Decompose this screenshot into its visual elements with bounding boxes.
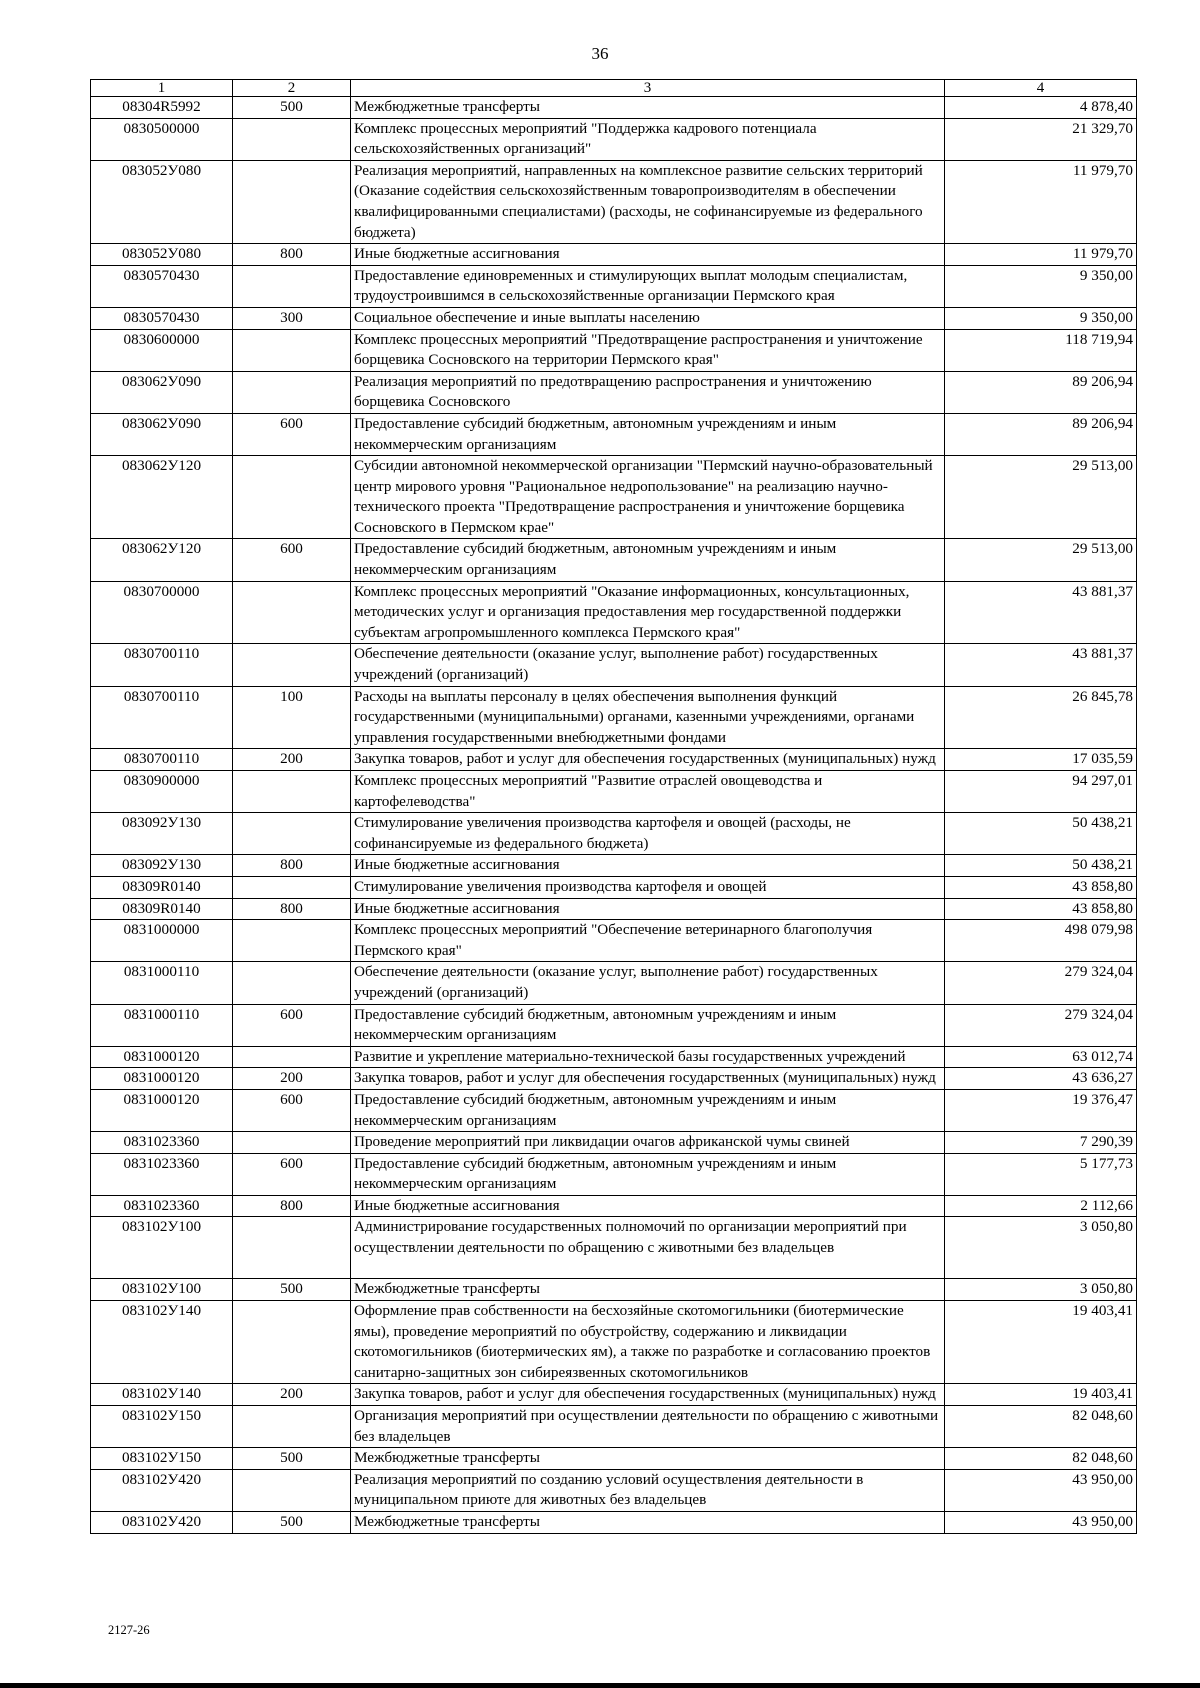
row-name-cell: Межбюджетные трансферты xyxy=(351,97,945,119)
page-number: 36 xyxy=(591,44,609,63)
table-row xyxy=(91,1301,1137,1384)
table-row xyxy=(91,265,1137,307)
row-code-cell: 0831000110 xyxy=(91,962,233,1004)
table-row xyxy=(91,1132,1137,1154)
row-code-cell: 083092У130 xyxy=(91,855,233,877)
table-row xyxy=(91,1279,1137,1301)
table-row xyxy=(91,1384,1137,1406)
row-amount-cell: 29 513,00 xyxy=(945,456,1137,539)
table-row xyxy=(91,539,1137,581)
table-row xyxy=(91,855,1137,877)
table-row xyxy=(91,813,1137,855)
row-code-cell: 0830570430 xyxy=(91,265,233,307)
table-row xyxy=(91,118,1137,160)
row-name-cell: Проведение мероприятий при ликвидации очагов африканской чумы свиней xyxy=(351,1132,945,1154)
row-name-cell: Обеспечение деятельности (оказание услуг, выполнение работ) государственных учреждений (организаций) xyxy=(351,962,945,1004)
row-type-cell xyxy=(233,265,351,307)
row-name-cell: Закупка товаров, работ и услуг для обеспечения государственных (муниципальных) нужд xyxy=(351,1068,945,1090)
row-name-cell: Иные бюджетные ассигнования xyxy=(351,855,945,877)
row-name-cell: Предоставление субсидий бюджетным, автономным учреждениям и иным некоммерческим организациям xyxy=(351,1153,945,1195)
row-code-cell: 0831023360 xyxy=(91,1153,233,1195)
row-type-cell xyxy=(233,456,351,539)
row-type-cell: 600 xyxy=(233,1089,351,1131)
row-type-cell: 500 xyxy=(233,1279,351,1301)
row-type-cell xyxy=(233,962,351,1004)
row-code-cell: 083102У420 xyxy=(91,1512,233,1534)
table-row xyxy=(91,413,1137,455)
row-amount-cell: 89 206,94 xyxy=(945,413,1137,455)
row-code-cell: 0831000120 xyxy=(91,1046,233,1068)
row-code-cell: 083062У090 xyxy=(91,371,233,413)
row-type-cell: 500 xyxy=(233,1448,351,1470)
row-code-cell: 083102У150 xyxy=(91,1448,233,1470)
row-name-cell: Администрирование государственных полномочий по организации мероприятий при осуществлении деятельности по обращению с животными без владельцев xyxy=(351,1217,945,1279)
row-code-cell: 08309R0140 xyxy=(91,898,233,920)
row-type-cell: 800 xyxy=(233,1195,351,1217)
row-name-cell: Межбюджетные трансферты xyxy=(351,1512,945,1534)
row-code-cell: 08309R0140 xyxy=(91,876,233,898)
row-name-cell: Оформление прав собственности на бесхозяйные скотомогильники (биотермические ямы), проведение мероприятий по обустройству, содержанию и ликвидации скотомогильников (биотермических ям), а также по разработке и согласованию проектов санитарно-защитных зон сибиреязвенных скотомогильников xyxy=(351,1301,945,1384)
row-amount-cell: 89 206,94 xyxy=(945,371,1137,413)
row-type-cell: 100 xyxy=(233,686,351,749)
row-type-cell: 200 xyxy=(233,749,351,771)
row-name-cell: Комплекс процессных мероприятий "Развитие отраслей овощеводства и картофелеводства" xyxy=(351,771,945,813)
row-type-cell xyxy=(233,1406,351,1448)
table-row xyxy=(91,1046,1137,1068)
row-code-cell: 083062У090 xyxy=(91,413,233,455)
table-row xyxy=(91,749,1137,771)
row-code-cell: 0831000120 xyxy=(91,1068,233,1090)
table-row xyxy=(91,456,1137,539)
row-amount-cell: 50 438,21 xyxy=(945,813,1137,855)
row-amount-cell: 94 297,01 xyxy=(945,771,1137,813)
table-row xyxy=(91,160,1137,243)
row-code-cell: 0831000110 xyxy=(91,1004,233,1046)
row-amount-cell: 5 177,73 xyxy=(945,1153,1137,1195)
row-name-cell: Комплекс процессных мероприятий "Оказание информационных, консультационных, методических услуг и организация предоставления мер государственной поддержки субъектам агропромышленного комплекса Пермского края" xyxy=(351,581,945,644)
row-type-cell xyxy=(233,1046,351,1068)
row-amount-cell: 498 079,98 xyxy=(945,920,1137,962)
column-header-3: 3 xyxy=(351,80,945,97)
row-name-cell: Развитие и укрепление материально-технической базы государственных учреждений xyxy=(351,1046,945,1068)
row-name-cell: Организация мероприятий при осуществлении деятельности по обращению с животными без владельцев xyxy=(351,1406,945,1448)
row-amount-cell: 19 403,41 xyxy=(945,1384,1137,1406)
row-code-cell: 0831000000 xyxy=(91,920,233,962)
row-type-cell xyxy=(233,1469,351,1511)
row-name-cell: Межбюджетные трансферты xyxy=(351,1279,945,1301)
row-type-cell: 500 xyxy=(233,97,351,119)
table-row xyxy=(91,771,1137,813)
row-amount-cell: 9 350,00 xyxy=(945,307,1137,329)
table-row xyxy=(91,97,1137,119)
table-row xyxy=(91,1448,1137,1470)
table-row xyxy=(91,1195,1137,1217)
row-code-cell: 083102У420 xyxy=(91,1469,233,1511)
row-type-cell: 800 xyxy=(233,898,351,920)
footer-code: 2127-26 xyxy=(108,1623,150,1637)
budget-table xyxy=(90,79,1137,1534)
row-amount-cell: 43 858,80 xyxy=(945,876,1137,898)
table-row xyxy=(91,1068,1137,1090)
row-name-cell: Комплекс процессных мероприятий "Предотвращение распространения и уничтожение борщевика Сосновского на территории Пермского края" xyxy=(351,329,945,371)
row-amount-cell: 279 324,04 xyxy=(945,1004,1137,1046)
row-amount-cell: 43 636,27 xyxy=(945,1068,1137,1090)
column-header-2: 2 xyxy=(233,80,351,97)
row-type-cell: 300 xyxy=(233,307,351,329)
row-amount-cell: 43 858,80 xyxy=(945,898,1137,920)
row-amount-cell: 4 878,40 xyxy=(945,97,1137,119)
table-header-row xyxy=(91,80,1137,97)
row-type-cell xyxy=(233,771,351,813)
row-type-cell xyxy=(233,371,351,413)
row-code-cell: 0831000120 xyxy=(91,1089,233,1131)
row-amount-cell: 9 350,00 xyxy=(945,265,1137,307)
row-amount-cell: 29 513,00 xyxy=(945,539,1137,581)
row-code-cell: 083102У150 xyxy=(91,1406,233,1448)
row-name-cell: Предоставление субсидий бюджетным, автономным учреждениям и иным некоммерческим организациям xyxy=(351,1089,945,1131)
row-type-cell xyxy=(233,160,351,243)
row-name-cell: Закупка товаров, работ и услуг для обеспечения государственных (муниципальных) нужд xyxy=(351,749,945,771)
table-row xyxy=(91,1089,1137,1131)
row-amount-cell: 17 035,59 xyxy=(945,749,1137,771)
row-type-cell: 200 xyxy=(233,1384,351,1406)
row-code-cell: 083092У130 xyxy=(91,813,233,855)
row-type-cell xyxy=(233,118,351,160)
row-code-cell: 0831023360 xyxy=(91,1195,233,1217)
row-type-cell xyxy=(233,1132,351,1154)
row-amount-cell: 82 048,60 xyxy=(945,1406,1137,1448)
row-type-cell xyxy=(233,1301,351,1384)
row-type-cell: 600 xyxy=(233,413,351,455)
row-amount-cell: 26 845,78 xyxy=(945,686,1137,749)
table-row xyxy=(91,876,1137,898)
row-name-cell: Социальное обеспечение и иные выплаты населению xyxy=(351,307,945,329)
row-amount-cell: 3 050,80 xyxy=(945,1217,1137,1279)
row-amount-cell: 118 719,94 xyxy=(945,329,1137,371)
row-type-cell: 800 xyxy=(233,855,351,877)
table-row xyxy=(91,581,1137,644)
table-row xyxy=(91,1004,1137,1046)
row-amount-cell: 2 112,66 xyxy=(945,1195,1137,1217)
row-type-cell xyxy=(233,876,351,898)
row-name-cell: Субсидии автономной некоммерческой организации "Пермский научно-образовательный центр мирового уровня "Рациональное недропользование" на реализацию научно-технического проекта "Предотвращение распространения и уничтожение борщевика Сосновского в Пермском крае" xyxy=(351,456,945,539)
column-header-1: 1 xyxy=(91,80,233,97)
row-name-cell: Предоставление единовременных и стимулирующих выплат молодым специалистам, трудоустроившимся в сельскохозяйственные организации Пермского края xyxy=(351,265,945,307)
row-code-cell: 083102У100 xyxy=(91,1217,233,1279)
row-type-cell: 600 xyxy=(233,1153,351,1195)
row-type-cell xyxy=(233,813,351,855)
table-body xyxy=(91,97,1137,1534)
row-code-cell: 083062У120 xyxy=(91,539,233,581)
table-row xyxy=(91,1153,1137,1195)
row-name-cell: Обеспечение деятельности (оказание услуг, выполнение работ) государственных учреждений (организаций) xyxy=(351,644,945,686)
row-amount-cell: 279 324,04 xyxy=(945,962,1137,1004)
row-code-cell: 083062У120 xyxy=(91,456,233,539)
table-row xyxy=(91,307,1137,329)
column-header-4: 4 xyxy=(945,80,1137,97)
table-row xyxy=(91,898,1137,920)
row-type-cell: 800 xyxy=(233,244,351,266)
row-type-cell xyxy=(233,920,351,962)
row-name-cell: Предоставление субсидий бюджетным, автономным учреждениям и иным некоммерческим организациям xyxy=(351,413,945,455)
row-amount-cell: 11 979,70 xyxy=(945,244,1137,266)
row-amount-cell: 19 376,47 xyxy=(945,1089,1137,1131)
row-code-cell: 083052У080 xyxy=(91,160,233,243)
row-code-cell: 0830700000 xyxy=(91,581,233,644)
row-name-cell: Комплекс процессных мероприятий "Обеспечение ветеринарного благополучия Пермского края" xyxy=(351,920,945,962)
row-type-cell: 500 xyxy=(233,1512,351,1534)
table-row xyxy=(91,371,1137,413)
row-name-cell: Иные бюджетные ассигнования xyxy=(351,1195,945,1217)
row-name-cell: Стимулирование увеличения производства картофеля и овощей (расходы, не софинансируемые из федерального бюджета) xyxy=(351,813,945,855)
row-code-cell: 0830700110 xyxy=(91,644,233,686)
table-row xyxy=(91,962,1137,1004)
row-code-cell: 0830600000 xyxy=(91,329,233,371)
row-code-cell: 083102У100 xyxy=(91,1279,233,1301)
row-code-cell: 08304R5992 xyxy=(91,97,233,119)
row-amount-cell: 63 012,74 xyxy=(945,1046,1137,1068)
row-code-cell: 0830700110 xyxy=(91,686,233,749)
row-name-cell: Предоставление субсидий бюджетным, автономным учреждениям и иным некоммерческим организациям xyxy=(351,539,945,581)
row-code-cell: 0830500000 xyxy=(91,118,233,160)
table-row xyxy=(91,1217,1137,1279)
row-type-cell: 600 xyxy=(233,1004,351,1046)
row-type-cell: 600 xyxy=(233,539,351,581)
row-name-cell: Реализация мероприятий по предотвращению распространения и уничтожению борщевика Сосновского xyxy=(351,371,945,413)
table-row xyxy=(91,329,1137,371)
scan-edge xyxy=(0,1683,1200,1688)
row-code-cell: 0831023360 xyxy=(91,1132,233,1154)
table-row xyxy=(91,686,1137,749)
table-row xyxy=(91,1406,1137,1448)
row-amount-cell: 43 950,00 xyxy=(945,1469,1137,1511)
row-type-cell xyxy=(233,1217,351,1279)
table-row xyxy=(91,920,1137,962)
row-name-cell: Закупка товаров, работ и услуг для обеспечения государственных (муниципальных) нужд xyxy=(351,1384,945,1406)
row-name-cell: Комплекс процессных мероприятий "Поддержка кадрового потенциала сельскохозяйственных организаций" xyxy=(351,118,945,160)
row-name-cell: Реализация мероприятий по созданию условий осуществления деятельности в муниципальном приюте для животных без владельцев xyxy=(351,1469,945,1511)
row-amount-cell: 43 881,37 xyxy=(945,644,1137,686)
row-amount-cell: 21 329,70 xyxy=(945,118,1137,160)
row-amount-cell: 7 290,39 xyxy=(945,1132,1137,1154)
row-type-cell: 200 xyxy=(233,1068,351,1090)
row-name-cell: Межбюджетные трансферты xyxy=(351,1448,945,1470)
row-type-cell xyxy=(233,581,351,644)
table-row xyxy=(91,244,1137,266)
row-amount-cell: 3 050,80 xyxy=(945,1279,1137,1301)
table-row xyxy=(91,644,1137,686)
row-name-cell: Иные бюджетные ассигнования xyxy=(351,244,945,266)
row-name-cell: Стимулирование увеличения производства картофеля и овощей xyxy=(351,876,945,898)
row-type-cell xyxy=(233,644,351,686)
row-code-cell: 0830900000 xyxy=(91,771,233,813)
row-amount-cell: 11 979,70 xyxy=(945,160,1137,243)
row-name-cell: Реализация мероприятий, направленных на комплексное развитие сельских территорий (Оказание содействия сельскохозяйственным товаропроизводителям в обеспечении квалифицированными специалистами) (расходы, не софинансируемые из федерального бюджета) xyxy=(351,160,945,243)
row-name-cell: Расходы на выплаты персоналу в целях обеспечения выполнения функций государственными (муниципальными) органами, казенными учреждениями, органами управления государственными внебюджетными фондами xyxy=(351,686,945,749)
row-code-cell: 0830700110 xyxy=(91,749,233,771)
row-name-cell: Иные бюджетные ассигнования xyxy=(351,898,945,920)
row-amount-cell: 43 881,37 xyxy=(945,581,1137,644)
row-amount-cell: 50 438,21 xyxy=(945,855,1137,877)
row-code-cell: 083052У080 xyxy=(91,244,233,266)
row-name-cell: Предоставление субсидий бюджетным, автономным учреждениям и иным некоммерческим организациям xyxy=(351,1004,945,1046)
table-row xyxy=(91,1512,1137,1534)
row-code-cell: 083102У140 xyxy=(91,1384,233,1406)
row-type-cell xyxy=(233,329,351,371)
table-row xyxy=(91,1469,1137,1511)
row-amount-cell: 82 048,60 xyxy=(945,1448,1137,1470)
row-code-cell: 0830570430 xyxy=(91,307,233,329)
row-amount-cell: 19 403,41 xyxy=(945,1301,1137,1384)
row-amount-cell: 43 950,00 xyxy=(945,1512,1137,1534)
row-code-cell: 083102У140 xyxy=(91,1301,233,1384)
